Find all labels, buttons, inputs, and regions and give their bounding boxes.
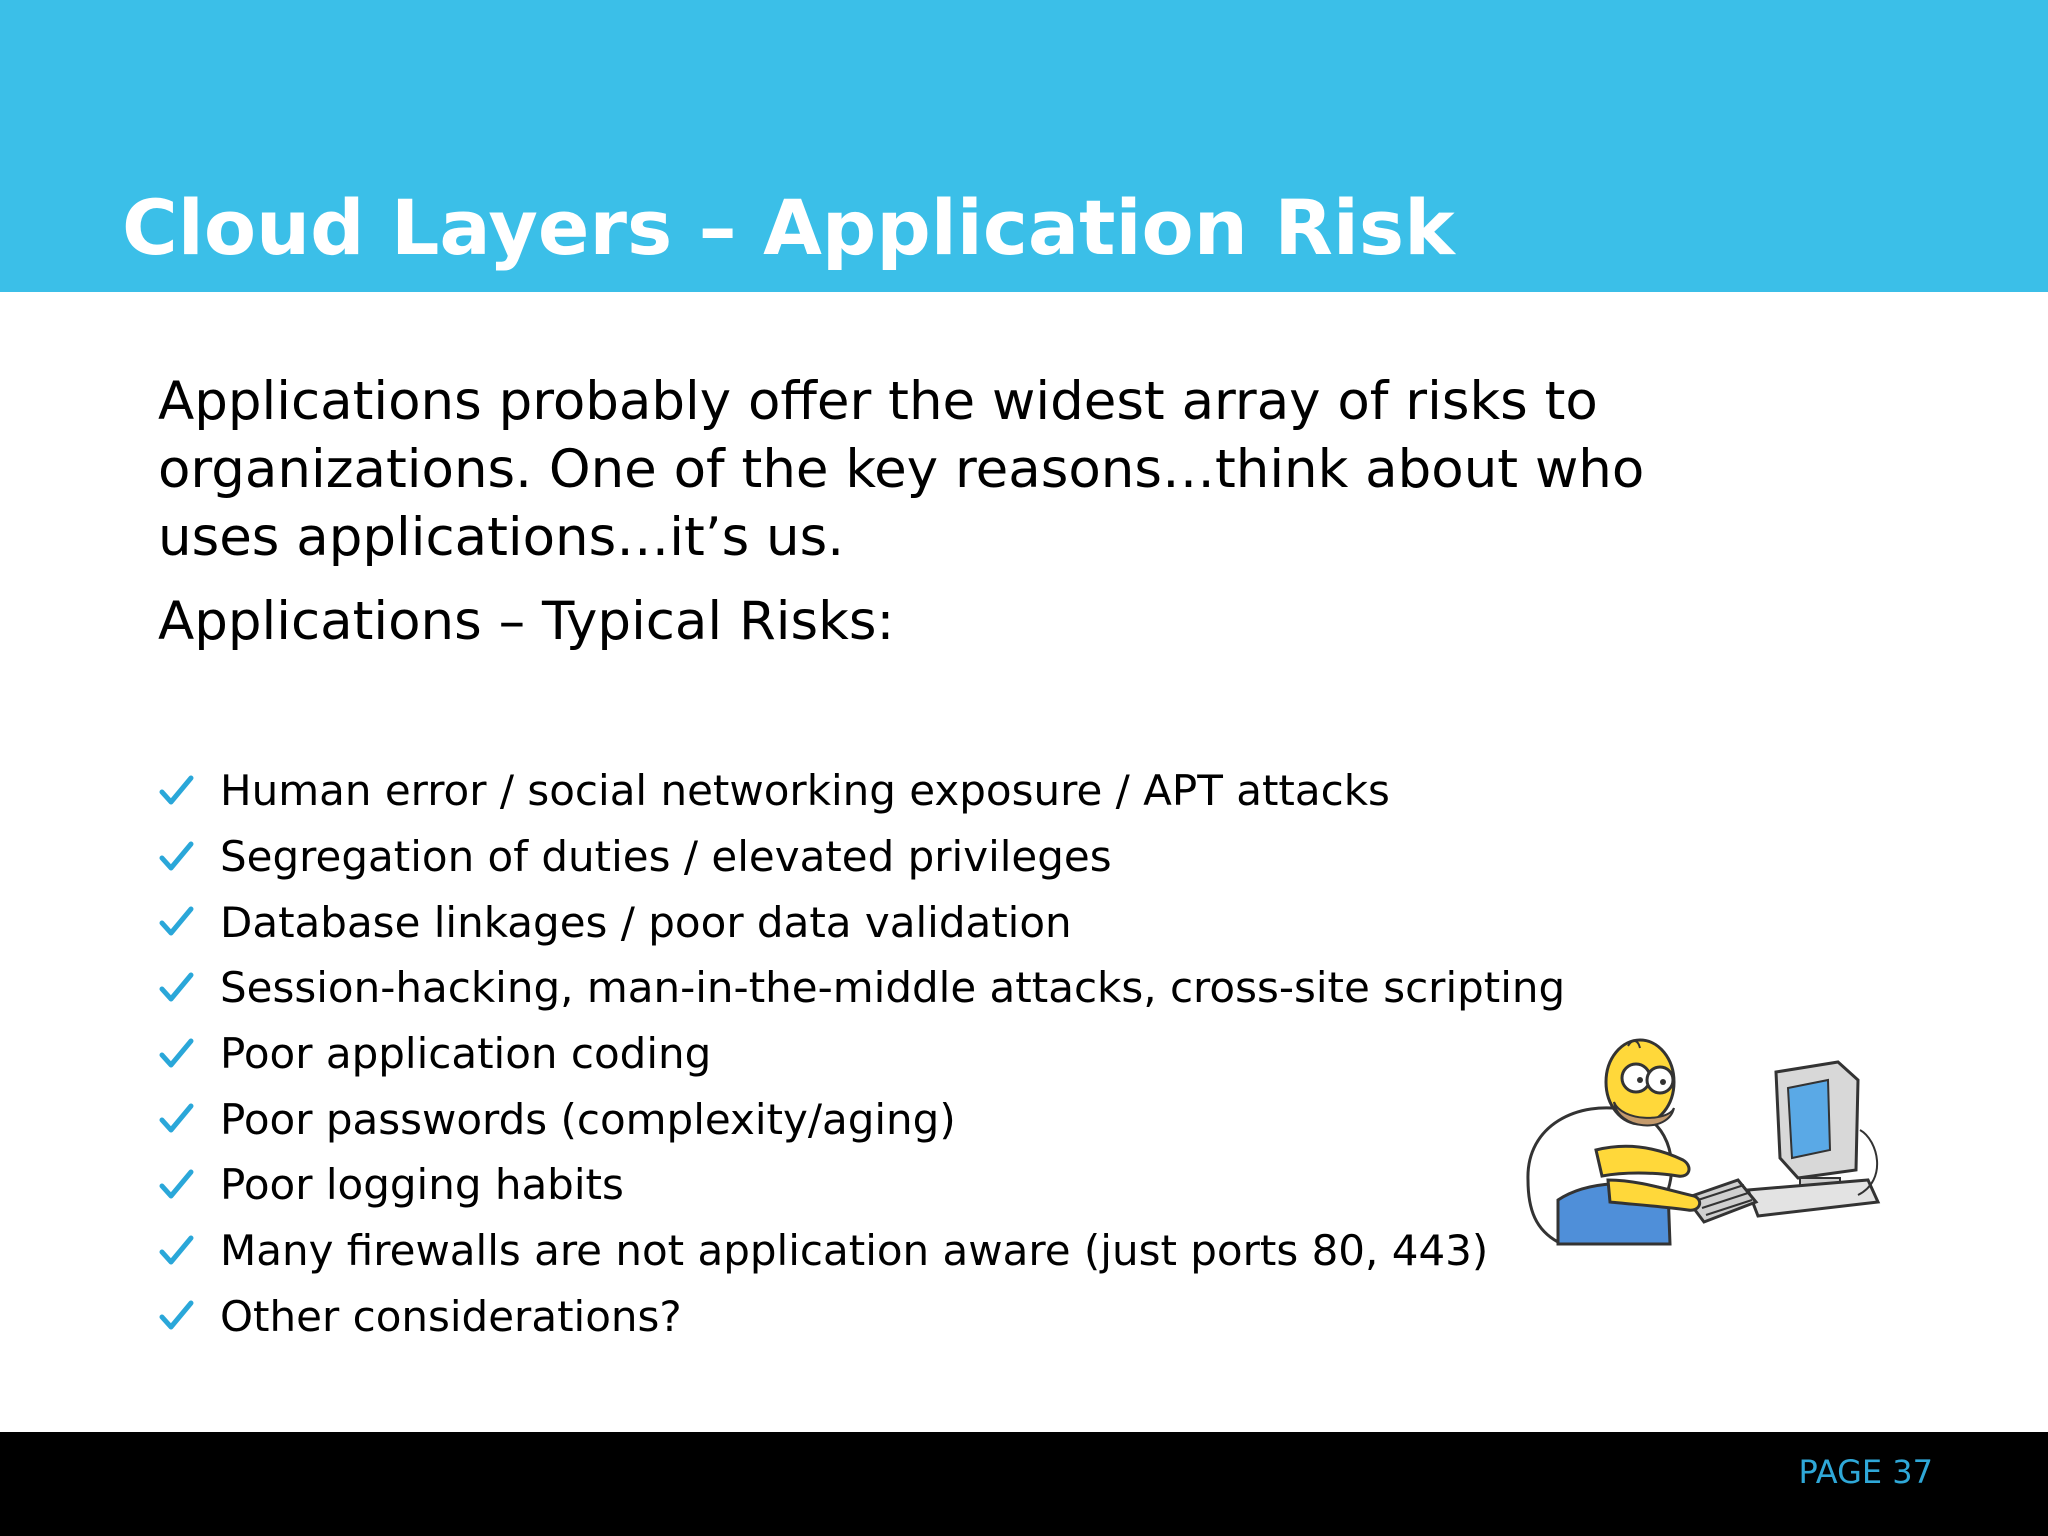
computer-icon <box>1748 1062 1878 1216</box>
risk-list-item <box>156 889 1565 955</box>
checkmark-icon <box>156 1296 196 1336</box>
checkmark-icon <box>156 1165 196 1205</box>
risk-text: Database linkages / poor data validation <box>220 897 1072 947</box>
risk-list-item <box>156 955 1565 1021</box>
risk-text: Other considerations? <box>220 1291 682 1341</box>
risk-list-item <box>156 1021 1565 1087</box>
checkmark-icon <box>156 902 196 942</box>
risk-text: Human error / social networking exposure / APT attacks <box>220 766 1390 816</box>
risk-text: Poor application coding <box>220 1029 712 1079</box>
risk-list-item <box>156 1152 1565 1218</box>
checkmark-icon <box>156 968 196 1008</box>
checkmark-icon <box>156 1034 196 1074</box>
intro-paragraph: Applications probably offer the widest array of risks to organizations. One of the key reasons…think about who uses applications…it’s us. <box>158 371 1645 568</box>
risk-list-item <box>156 824 1565 890</box>
checkmark-icon <box>156 771 196 811</box>
risk-text: Poor logging habits <box>220 1160 624 1210</box>
risk-text: Many firewalls are not application aware (just ports 80, 443) <box>220 1226 1489 1276</box>
risk-list-item <box>156 1218 1565 1284</box>
cartoon-person-icon <box>1528 1040 1700 1244</box>
slide-title: Cloud Layers – Application Risk <box>122 183 1455 272</box>
checkmark-icon <box>156 1231 196 1271</box>
cartoon-user-at-computer-illustration <box>1518 1030 1883 1250</box>
risk-list-item <box>156 1086 1565 1152</box>
footer-band <box>0 1432 2048 1536</box>
risk-list-item <box>156 1284 1565 1350</box>
risk-text: Segregation of duties / elevated privileges <box>220 832 1112 882</box>
checkmark-icon <box>156 837 196 877</box>
risk-list <box>156 758 1565 1349</box>
page-number: PAGE 37 <box>1798 1453 1933 1491</box>
risk-text: Session-hacking, man-in-the-middle attacks, cross-site scripting <box>220 963 1566 1013</box>
risks-subheading: Applications – Typical Risks: <box>158 591 895 652</box>
checkmark-icon <box>156 1099 196 1139</box>
risk-text: Poor passwords (complexity/aging) <box>220 1094 956 1144</box>
risk-list-item <box>156 758 1565 824</box>
